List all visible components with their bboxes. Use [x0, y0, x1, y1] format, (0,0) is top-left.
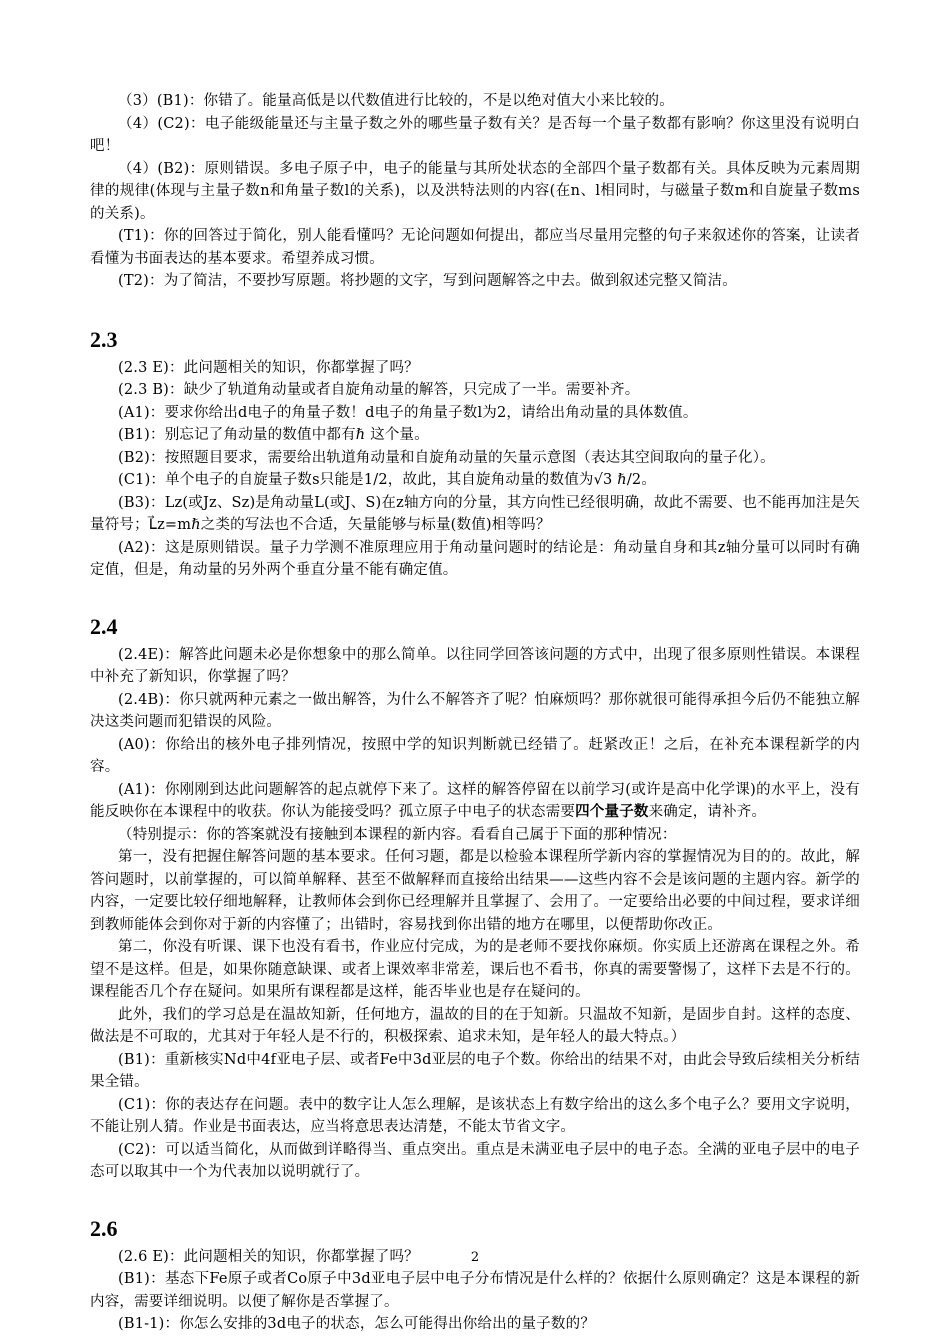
section-heading-2-6: 2.6	[90, 1215, 118, 1241]
comment-paragraph: (T2)：为了简洁，不要抄写原题。将抄题的文字，写到问题解答之中去。做到叙述完整又简洁。	[118, 273, 738, 289]
comment-paragraph: (B3)：Lz(或Jz、Sz)是角动量L(或J、S)在z轴方向的分量，其方向性已经很明确，故此不需要、也不能再加注是矢量符号；L⃗z=mℏ之类的写法也不合适，矢量能够与标量(数值)相等吗？	[90, 494, 860, 533]
section-heading-2-3: 2.3	[90, 326, 118, 352]
comment-paragraph: （4）(B2)：原则错误。多电子原子中，电子的能量与其所处状态的全部四个量子数都有关。具体反映为元素周期律的规律(体现与主量子数n和角量子数l的关系)，以及洪特法则的内容(在n、l相同时，与磁量子数m和自旋量子数ms的关系)。	[90, 160, 860, 222]
comment-paragraph: (A0)：你给出的核外电子排列情况，按照中学的知识判断就已经错了。赶紧改正！之后，在补充本课程新学的内容。	[90, 736, 860, 775]
comment-paragraph: (2.3 B)：缺少了轨道角动量或者自旋角动量的解答，只完成了一半。需要补齐。	[118, 382, 640, 398]
comment-paragraph-a1	[90, 779, 860, 824]
comment-paragraph: 第二，你没有听课、课下也没有看书，作业应付完成，为的是老师不要找你麻烦。你实质上还游离在课程之外。希望不是这样。但是，如果你随意缺课、或者上课效率非常差，课后也不看书，你真的需要警惕了，这样下去是不行的。课程能否几个存在疑问。如果所有课程都是这样，能否毕业也是存在疑问的。	[90, 939, 860, 1000]
comment-paragraph: (B1)：重新核实Nd中4f亚电子层、或者Fe中3d亚层的电子个数。你给出的结果不对，由此会导致后续相关分析结果全错。	[90, 1051, 860, 1090]
a1-tail: 来确定，请补齐。	[648, 804, 767, 820]
comment-paragraph: （4）(C2)：电子能级能量还与主量子数之外的哪些量子数有关？是否每一个量子数都有影响？你这里没有说明白吧！	[90, 115, 860, 154]
comment-paragraph: (B1-1)：你怎么安排的3d电子的状态，怎么可能得出你给出的量子数的？	[118, 1316, 596, 1332]
comment-paragraph: (B1)：基态下Fe原子或者Co原子中3d亚电子层中电子分布情况是什么样的？依据什么原则确定？这是本课程的新内容，需要详细说明。以便了解你是否掌握了。	[90, 1271, 860, 1310]
page-number: 2	[470, 1250, 480, 1265]
comment-paragraph: (B2)：按照题目要求，需要给出轨道角动量和自旋角动量的矢量示意图（表达其空间取向的量子化）。	[118, 449, 775, 466]
comment-paragraph: 第一，没有把握住解答问题的基本要求。任何习题，都是以检验本课程所学新内容的掌握情况为目的的。故此，解答问题时，以前掌握的，可以简单解释、甚至不做解释而直接给出结果——这些内容不会是该问题的主题内容。新学的内容，一定要比较仔细地解释，让教师体会到你已经理解并且掌握了、会用了。一定要给出必要的中间过程，要求详细到教师能体会到你对于新的内容懂了；出错时，容易找到你出错的地方在哪里，以便帮助你改正。	[90, 849, 860, 933]
comment-paragraph: (2.3 E)：此问题相关的知识，你都掌握了吗？	[118, 359, 419, 376]
comment-paragraph: (C1)：单个电子的自旋量子数s只能是1/2，故此，其自旋角动量的数值为√3 ℏ/2。	[118, 472, 657, 488]
comment-paragraph: (A2)：这是原则错误。量子力学测不准原理应用于角动量问题时的结论是：角动量自身和其z轴分量可以同时有确定值，但是，角动量的另外两个垂直分量不能有确定值。	[90, 539, 860, 578]
comment-paragraph: (A1)：要求你给出d电子的角量子数！d电子的角量子数l为2，请给出角动量的具体数值。	[118, 404, 698, 421]
top-comments	[90, 90, 860, 293]
comment-paragraph: 此外，我们的学习总是在温故知新，任何地方，温故的目的在于知新。只温故不知新，是固步自封。这样的态度、做法是不可取的，尤其对于年轻人是不行的，积极探索、追求未知，是年轻人的最大特点。）	[90, 1006, 860, 1045]
comment-paragraph: (2.4E)：解答此问题未必是你想象中的那么简单。以往同学回答该问题的方式中，出现了很多原则性错误。本课程中补充了新知识，你掌握了吗？	[90, 646, 860, 685]
a1-bold-emphasis: 四个量子数	[575, 803, 649, 820]
comment-paragraph: （特别提示：你的答案就没有接触到本课程的新内容。看看自己属于下面的那种情况：	[118, 826, 677, 843]
comment-paragraph: (T1)：你的回答过于简化，别人能看懂吗？无论问题如何提出，都应当尽量用完整的句子来叙述你的答案，让读者看懂为书面表达的基本要求。希望养成习惯。	[90, 228, 860, 267]
comment-paragraph: (C2)：可以适当简化，从而做到详略得当、重点突出。重点是未满亚电子层中的电子态。全满的亚电子层中的电子态可以取其中一个为代表加以说明就行了。	[90, 1141, 860, 1180]
comment-paragraph: （3）(B1)：你错了。能量高低是以代数值进行比较的，不是以绝对值大小来比较的。	[118, 93, 674, 109]
comment-paragraph: (C1)：你的表达存在问题。表中的数字让人怎么理解，是该状态上有数字给出的这么多个电子么？要用文字说明，不能让别人猜。作业是书面表达，应当将意思表达清楚，不能太节省文字。	[90, 1096, 860, 1135]
a1-text: (A1)：你刚刚到达此问题解答的起点就停下来了。这样的解答停留在以前学习(或许是高中化学课)的水平上，没有能反映你在本课程中的收获。你认为能接受吗？孤立原子中电子的状态需要	[90, 781, 860, 820]
document-page	[90, 90, 860, 1336]
section-heading-2-4: 2.4	[90, 613, 118, 639]
comment-paragraph: (B1)：别忘记了角动量的数值中都有ℏ 这个量。	[118, 427, 429, 443]
comment-paragraph: (2.4B)：你只就两种元素之一做出解答，为什么不解答齐了呢？怕麻烦吗？那你就很可能得承担今后仍不能独立解决这类问题而犯错误的风险。	[90, 691, 860, 730]
section-2-4	[90, 644, 860, 1184]
section-2-3	[90, 357, 860, 582]
comment-paragraph: (2.6 E)：此问题相关的知识，你都掌握了吗？	[118, 1248, 419, 1265]
